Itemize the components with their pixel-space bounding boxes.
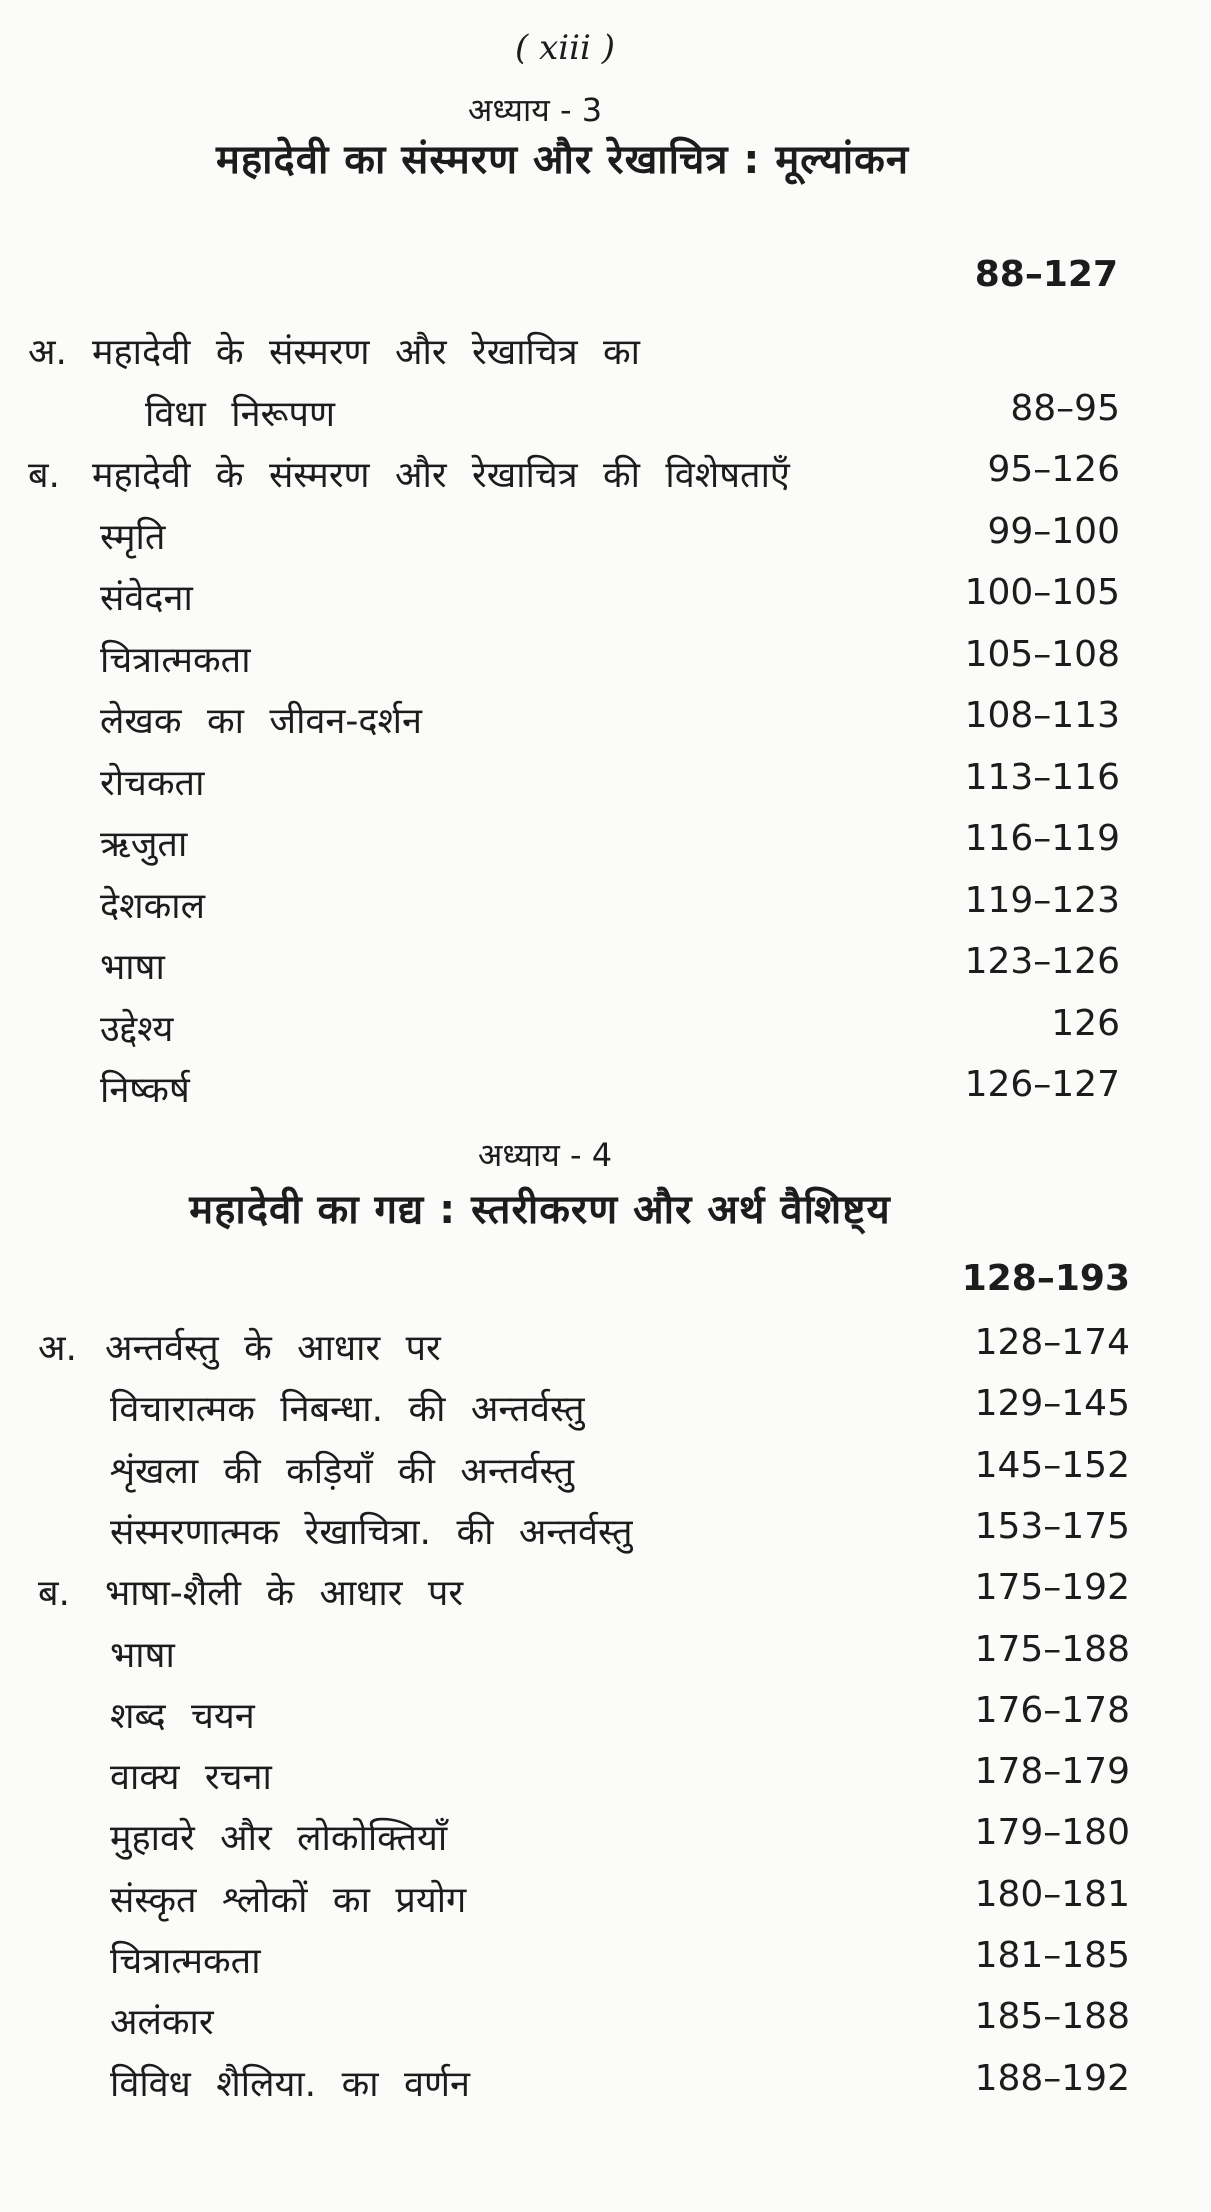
toc-entry (0, 1506, 1211, 1562)
toc-entry-pages: 179–180 (974, 1812, 1130, 1854)
toc-entry-title: उद्देश्य (100, 1008, 174, 1050)
toc-entry-pages: 105–108 (964, 633, 1120, 675)
toc-entry-pages: 99–100 (987, 510, 1120, 552)
toc-entry (0, 1064, 1211, 1120)
toc-entry (0, 1567, 1211, 1623)
toc-entry-pages: 113–116 (964, 756, 1120, 798)
toc-entry (0, 634, 1211, 690)
toc-entry (0, 818, 1211, 874)
toc-entry-title: विचारात्मक निबन्धा. की अन्तर्वस्तु (110, 1389, 585, 1431)
toc-entry-title: निष्कर्ष (100, 1070, 190, 1111)
toc-entry-title: चित्रात्मकता (100, 639, 251, 681)
toc-entry-pages: 123–126 (964, 941, 1120, 982)
toc-entry-title: महादेवी के संस्मरण और रेखाचित्र का (92, 332, 640, 373)
toc-entry (0, 1996, 1211, 2052)
chapter-label: अध्याय - 3 (467, 91, 603, 129)
toc-entry (0, 1874, 1211, 1930)
toc-entry-title: ऋजुता (100, 824, 188, 865)
toc-entry-pages: 145–152 (974, 1444, 1130, 1486)
toc-entry-title: अन्तर्वस्तु के आधार पर (105, 1328, 441, 1369)
toc-entry-pages: 88–95 (1010, 387, 1120, 429)
toc-entry (0, 1445, 1211, 1501)
toc-entry (0, 388, 1211, 444)
toc-entry-title: रोचकता (100, 762, 205, 804)
toc-entry (0, 757, 1211, 813)
toc-entry (0, 2058, 1211, 2114)
toc-entry-title: शृंखला की कड़ियाँ की अन्तर्वस्तु (110, 1450, 575, 1492)
toc-entry-pages: 128–174 (974, 1322, 1130, 1363)
toc-entry-title: भाषा (100, 947, 165, 988)
chapter-page-range: 88–127 (974, 254, 1118, 295)
toc-entry-title: चित्रात्मकता (110, 1941, 261, 1982)
toc-entry-pages: 175–188 (974, 1628, 1130, 1670)
toc-entry-title: भाषा (110, 1634, 175, 1676)
toc-entry-pages: 116–119 (964, 818, 1120, 859)
toc-entry-title: महादेवी के संस्मरण और रेखाचित्र की विशेषताएँ (92, 455, 790, 496)
toc-entry-pages: 126–127 (964, 1064, 1120, 1105)
toc-entry-marker: ब. (38, 1573, 70, 1615)
toc-entry-title: लेखक का जीवन-दर्शन (100, 701, 422, 742)
toc-entry (0, 1322, 1211, 1378)
toc-entry (0, 326, 1211, 382)
toc-entry-title: स्मृति (100, 516, 166, 558)
toc-entry-title: शब्द चयन (110, 1695, 255, 1737)
toc-entry (0, 1629, 1211, 1685)
toc-entry (0, 1812, 1211, 1868)
toc-entry-title: संस्मरणात्मक रेखाचित्रा. की अन्तर्वस्तु (110, 1511, 633, 1553)
toc-entry (0, 941, 1211, 997)
toc-entry-pages: 153–175 (974, 1505, 1130, 1547)
toc-entry (0, 1751, 1211, 1807)
toc-entry-pages: 181–185 (974, 1935, 1130, 1976)
toc-entry-pages: 188–192 (974, 2057, 1130, 2099)
toc-entry-pages: 180–181 (974, 1873, 1130, 1915)
toc-entry-title: संस्कृत श्लोकों का प्रयोग (110, 1879, 467, 1921)
toc-entry-title: मुहावरे और लोकोक्तियाँ (110, 1818, 448, 1860)
toc-entry (0, 572, 1211, 628)
toc-entry (0, 695, 1211, 751)
toc-entry (0, 1383, 1211, 1439)
toc-entry-title: संवेदना (100, 578, 193, 619)
toc-entry-title: विविध शैलिया. का वर्णन (110, 2063, 471, 2105)
toc-entry-title: विधा निरूपण (145, 393, 335, 435)
toc-entry-title: अलंकार (110, 2002, 214, 2044)
chapter-label: अध्याय - 4 (477, 1136, 613, 1174)
toc-entry (0, 1003, 1211, 1059)
chapter-title: महादेवी का गद्य : स्तरीकरण और अर्थ वैशिष्ट्य (189, 1187, 891, 1233)
toc-entry-marker: अ. (38, 1328, 77, 1369)
page-number: ( xiii ) (515, 28, 615, 68)
toc-entry-pages: 126 (1051, 1002, 1120, 1044)
toc-entry-title: भाषा-शैली के आधार पर (105, 1573, 464, 1615)
toc-entry-title: देशकाल (100, 885, 205, 927)
toc-entry-pages: 175–192 (974, 1567, 1130, 1609)
chapter-page-range: 128–193 (961, 1258, 1130, 1299)
toc-entry (0, 449, 1211, 505)
toc-entry-pages: 129–145 (974, 1383, 1130, 1425)
toc-entry-pages: 178–179 (974, 1751, 1130, 1793)
toc-entry-pages: 100–105 (964, 572, 1120, 613)
toc-entry-pages: 185–188 (974, 1996, 1130, 2038)
toc-entry-title: वाक्य रचना (110, 1757, 272, 1799)
toc-entry (0, 1690, 1211, 1746)
toc-entry-marker: ब. (28, 455, 60, 496)
toc-entry (0, 511, 1211, 567)
toc-entry-pages: 176–178 (974, 1689, 1130, 1731)
toc-entry-pages: 119–123 (964, 879, 1120, 921)
toc-entry-pages: 95–126 (987, 449, 1120, 490)
toc-entry-marker: अ. (28, 332, 67, 373)
chapter-title: महादेवी का संस्मरण और रेखाचित्र : मूल्यांकन (215, 137, 910, 183)
toc-entry-pages: 108–113 (964, 695, 1120, 736)
toc-entry (0, 880, 1211, 936)
toc-entry (0, 1935, 1211, 1991)
